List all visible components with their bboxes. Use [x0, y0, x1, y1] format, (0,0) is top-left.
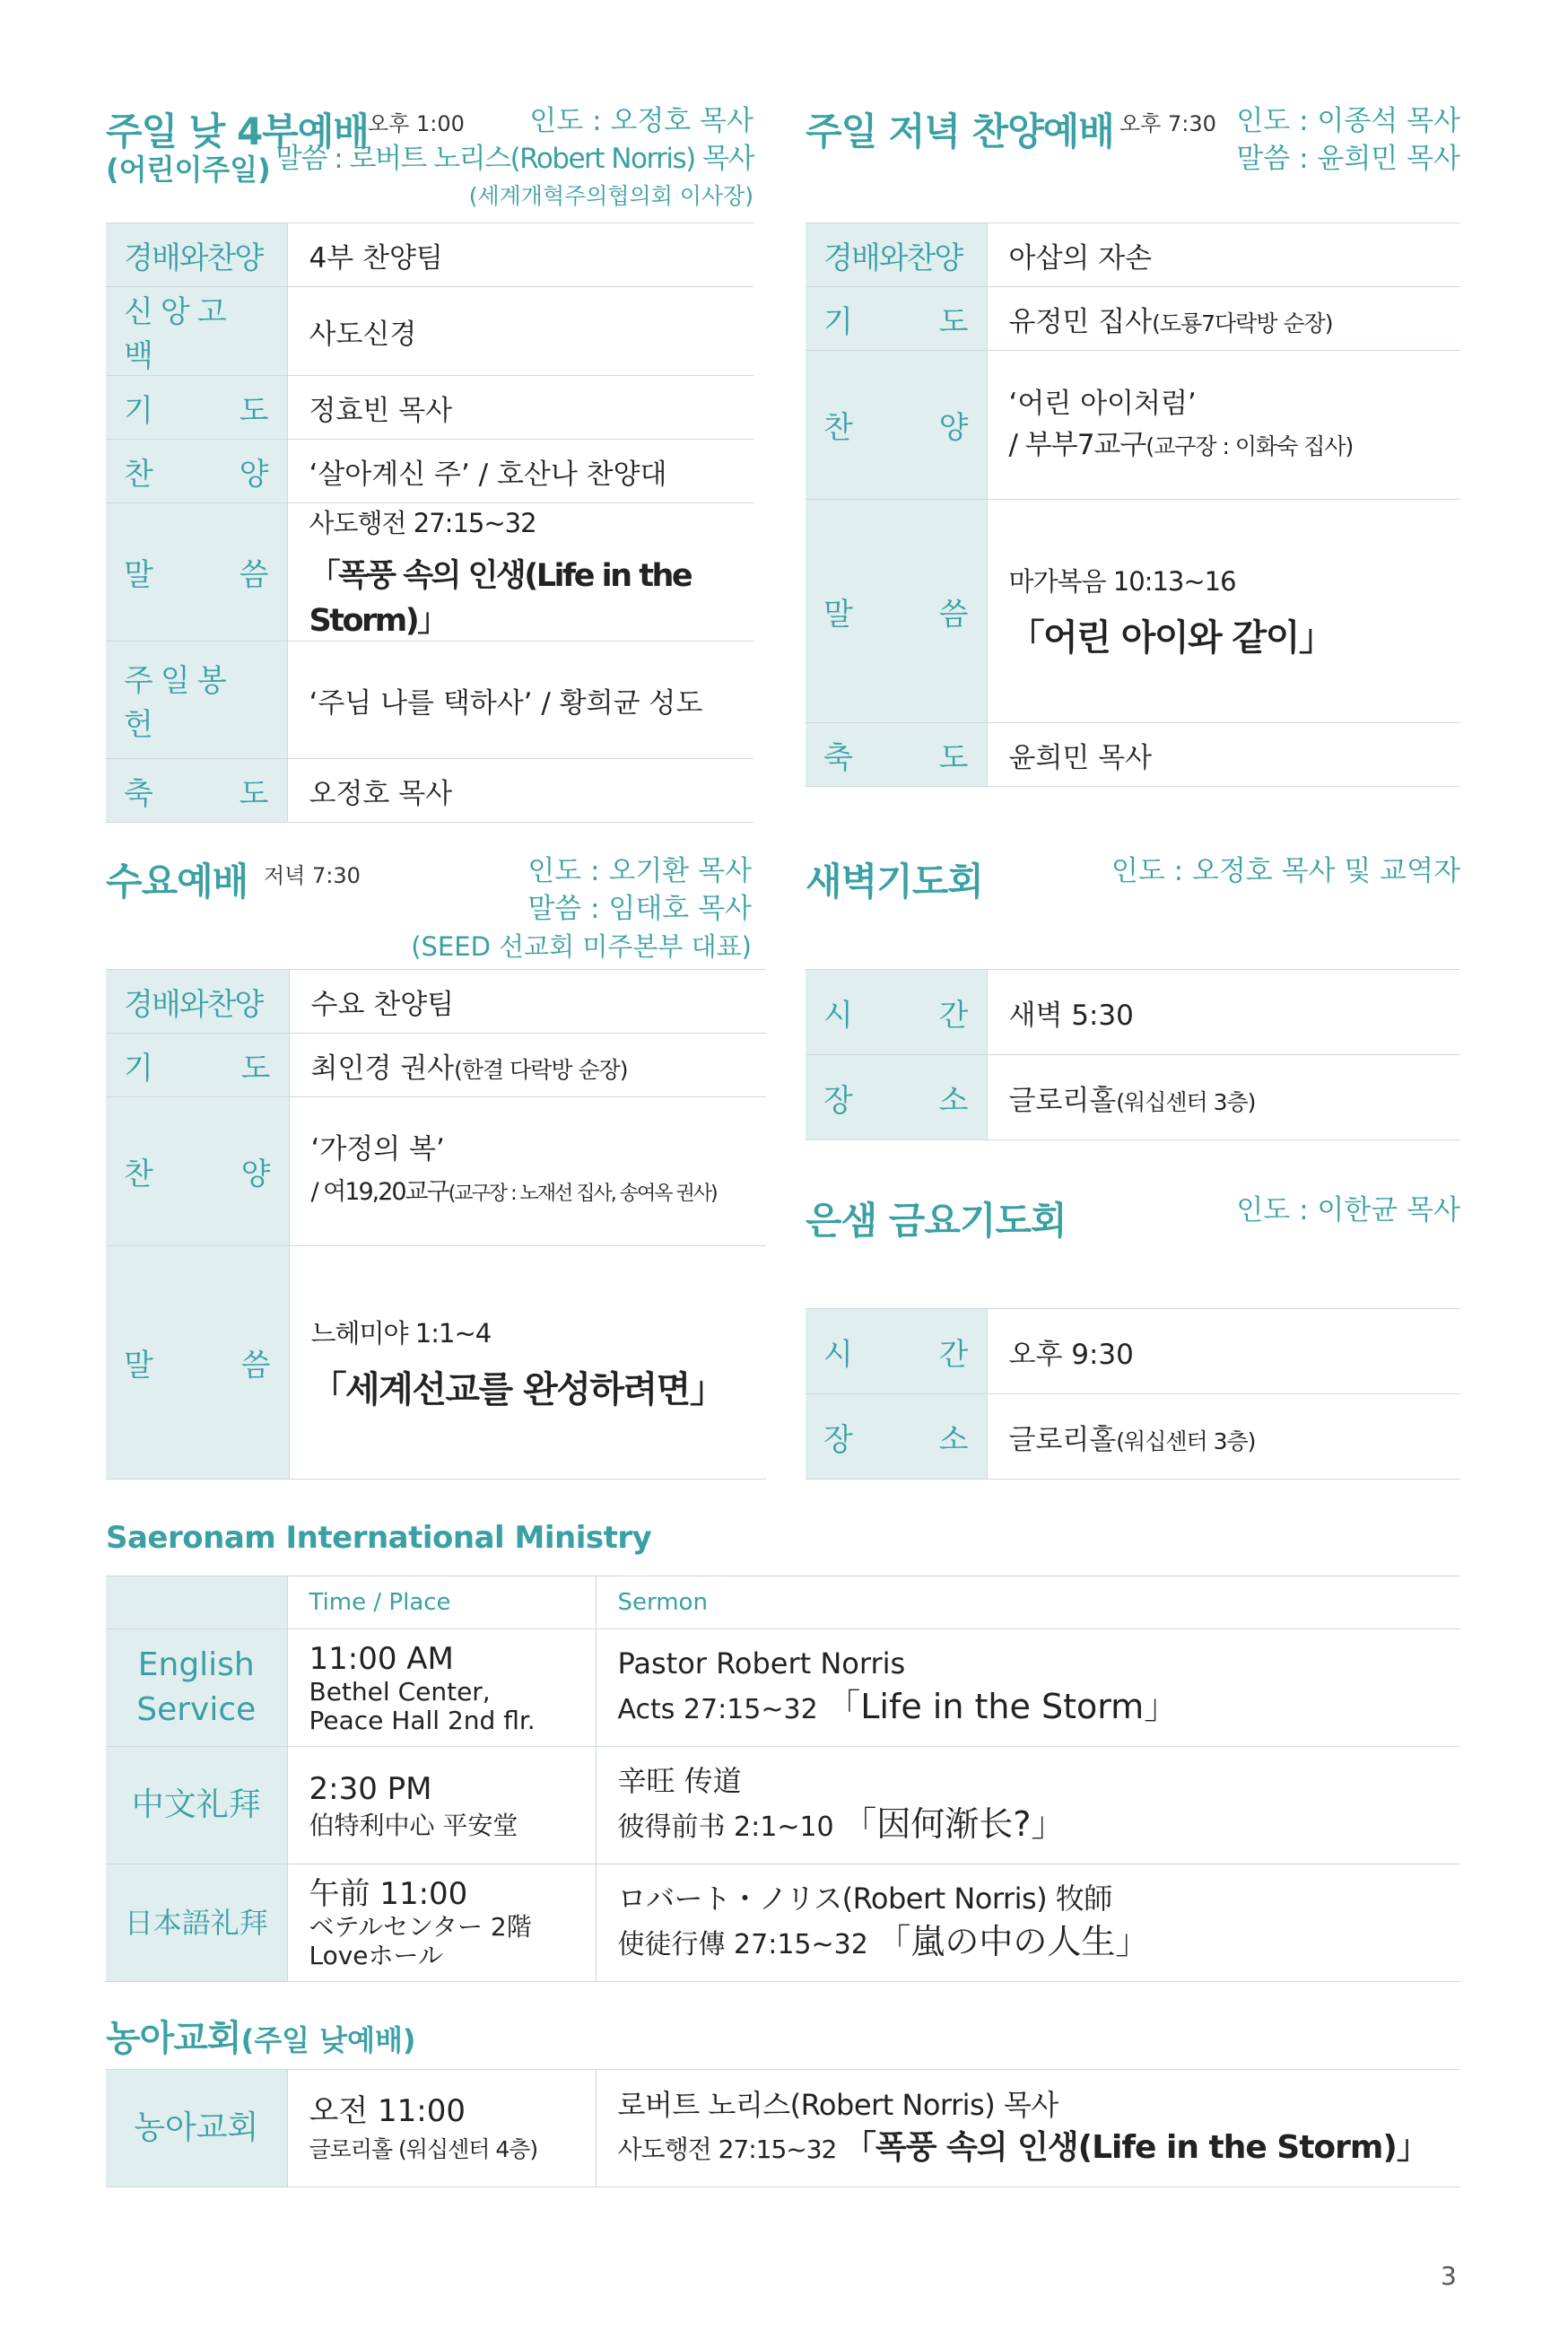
sermon-cell — [289, 1246, 766, 1480]
table-row — [106, 1629, 1460, 1747]
row-label: 찬 양 — [823, 410, 969, 446]
wednesday-title: 수요예배 — [106, 860, 248, 904]
row-value: ‘가정의 복’ / 여19,20교구(교구장 : 노재선 집사, 송여옥 권사) — [289, 1097, 766, 1246]
table-row — [806, 1394, 1460, 1480]
row-label: English Service — [106, 1629, 287, 1747]
row-value: 오후 9:30 — [987, 1309, 1460, 1394]
friday-prayer-title: 은샘 금요기도회 — [806, 1199, 1067, 1243]
sunday-evening-order-table — [806, 223, 1460, 787]
table-row — [106, 2070, 1460, 2187]
sunday-evening-leader: 인도 : 이종석 목사 — [1236, 105, 1460, 137]
dawn-prayer-header — [806, 847, 1460, 910]
row-label: 찬 양 — [124, 1157, 271, 1192]
sermon-reference: 마가복음 10:13~16 — [1008, 566, 1236, 597]
table-row — [106, 1034, 766, 1097]
sermon-title: 「폭풍 속의 인생(Life in the Storm)」 — [309, 558, 692, 639]
row-label: 기 도 — [124, 392, 269, 429]
sunday-evening-title: 주일 저녁 찬양예배 — [806, 109, 1114, 153]
sunday-4th-leader: 인도 : 오정호 목사 — [529, 105, 754, 137]
row-value: 글로리홀(워십센터 3층) — [987, 1394, 1460, 1480]
table-row — [806, 970, 1460, 1055]
row-value: ‘살아계신 주’ / 호산나 찬양대 — [287, 440, 754, 503]
sermon-title: 「어린 아이와 같이」 — [1008, 617, 1334, 659]
table-row — [106, 1246, 766, 1480]
sunday-evening-time: 오후 7:30 — [1119, 111, 1216, 136]
sermon-cell: 로버트 노리스(Robert Norris) 목사 사도행전 27:15~32 「폭풍 속의 인생(Life in the Storm)」 — [596, 2070, 1460, 2187]
sermon-title: 「세계선교를 완성하려면」 — [310, 1368, 725, 1410]
sunday-4th-title: 주일 낮 4부예배 — [106, 109, 369, 153]
deaf-church-title-note: (주일 낮예배) — [240, 2023, 416, 2057]
row-label: 찬 양 — [124, 456, 269, 493]
table-row — [106, 440, 754, 503]
row-label: 장 소 — [823, 1421, 969, 1458]
sunday-4th-header — [106, 97, 754, 214]
row-label: 시 간 — [823, 1336, 969, 1373]
time-place-cell: 2:30 PM 伯特利中心 平安堂 — [287, 1747, 596, 1864]
table-row — [106, 1747, 1460, 1864]
row-label: 日本語礼拜 — [106, 1864, 287, 1982]
row-value: 4부 찬양팀 — [287, 223, 754, 287]
row-label: 말 씀 — [823, 596, 969, 633]
sermon-cell: Pastor Robert Norris Acts 27:15~32 「Life in the Storm」 — [596, 1629, 1460, 1747]
table-row — [806, 1309, 1460, 1394]
sermon-reference: 느헤미야 1:1~4 — [310, 1317, 492, 1349]
wednesday-order-table — [106, 969, 766, 1480]
row-label: 경배와찬양 — [106, 223, 287, 287]
table-row — [806, 351, 1460, 500]
dawn-prayer-title: 새벽기도회 — [806, 860, 983, 904]
deaf-church-table — [106, 2069, 1460, 2187]
sunday-4th-order-table — [106, 223, 754, 823]
row-label: 기 도 — [823, 303, 969, 340]
dawn-prayer-table — [806, 969, 1460, 1140]
sunday-4th-preacher: 말씀 : 로버트 노리스(Robert Norris) 목사 — [275, 143, 754, 175]
row-label: 경배와찬양 — [106, 970, 289, 1034]
wednesday-header — [106, 847, 766, 964]
row-label: 말 씀 — [124, 557, 269, 593]
sermon-cell — [987, 500, 1460, 723]
friday-prayer-leader: 인도 : 이한균 목사 — [1236, 1194, 1460, 1227]
sermon-cell: ロバート・ノリス(Robert Norris) 牧師 使徒行傳 27:15~32 「嵐の中の人生」 — [596, 1864, 1460, 1982]
table-row — [106, 970, 766, 1034]
row-value: 유정민 집사(도룡7다락방 순장) — [987, 287, 1460, 351]
row-label: 축 도 — [823, 739, 969, 776]
row-label: 신앙고백 — [106, 287, 287, 376]
wednesday-time: 저녁 7:30 — [264, 863, 361, 888]
sermon-cell: 辛旺 传道 彼得前书 2:1~10 「因何渐长?」 — [596, 1747, 1460, 1864]
row-label: 中文礼拜 — [106, 1747, 287, 1864]
column-header-time: Time / Place — [287, 1576, 596, 1629]
table-row — [806, 287, 1460, 351]
table-row — [106, 1097, 766, 1246]
time-place-cell: 午前 11:00 ベテルセンター 2階 Loveホール — [287, 1864, 596, 1982]
row-label: 주일봉헌 — [106, 642, 287, 759]
column-header-sermon: Sermon — [596, 1576, 1460, 1629]
row-label: 기 도 — [124, 1050, 271, 1087]
row-value: 윤희민 목사 — [987, 723, 1460, 787]
table-header-row — [106, 1576, 1460, 1629]
row-value: ‘주님 나를 택하사’ / 황희균 성도 — [287, 642, 754, 759]
sunday-4th-preacher-note: (세계개혁주의협의회 이사장) — [468, 183, 754, 209]
row-label: 축 도 — [124, 775, 269, 812]
row-label: 장 소 — [823, 1082, 969, 1119]
table-row — [106, 287, 754, 376]
row-value: 사도신경 — [287, 287, 754, 376]
ministry-title: Saeronam International Ministry — [106, 1520, 652, 1556]
table-row — [806, 500, 1460, 723]
time-place-cell: 11:00 AM Bethel Center, Peace Hall 2nd flr. — [287, 1629, 596, 1747]
table-row — [806, 1055, 1460, 1140]
table-row — [106, 759, 754, 823]
row-value: ‘어린 아이처럼’ / 부부7교구(교구장 : 이화숙 집사) — [987, 351, 1460, 500]
deaf-church-title: 농아교회 — [106, 2018, 241, 2059]
table-row — [806, 223, 1460, 287]
row-value: 수요 찬양팀 — [289, 970, 766, 1034]
sunday-4th-time: 오후 1:00 — [368, 111, 465, 136]
sunday-evening-header — [806, 97, 1460, 187]
row-value: 아삽의 자손 — [987, 223, 1460, 287]
wednesday-leader: 인도 : 오기환 목사 — [527, 855, 752, 887]
table-row — [806, 723, 1460, 787]
sermon-reference: 사도행전 27:15~32 — [309, 508, 536, 538]
table-row — [106, 503, 754, 642]
row-label: 농아교회 — [106, 2070, 287, 2187]
wednesday-preacher: 말씀 : 임태호 목사 — [527, 893, 752, 925]
sunday-4th-subtitle: (어린이주일) — [106, 153, 271, 187]
row-value: 정효빈 목사 — [287, 376, 754, 440]
table-row — [106, 642, 754, 759]
dawn-prayer-leader: 인도 : 오정호 목사 및 교역자 — [1111, 855, 1460, 887]
row-label: 말 씀 — [124, 1348, 271, 1384]
table-row — [106, 223, 754, 287]
table-row — [106, 376, 754, 440]
friday-prayer-header — [806, 1186, 1460, 1249]
row-value: 새벽 5:30 — [987, 970, 1460, 1055]
time-place-cell: 오전 11:00 글로리홀 (워십센터 4층) — [287, 2070, 596, 2187]
row-label: 시 간 — [823, 997, 969, 1034]
deaf-church-header — [106, 2010, 416, 2061]
page-number: 3 — [1441, 2261, 1457, 2291]
friday-prayer-table — [806, 1308, 1460, 1480]
row-value: 최인경 권사(한결 다락방 순장) — [289, 1034, 766, 1097]
ministry-table — [106, 1576, 1460, 1982]
table-row — [106, 1864, 1460, 1982]
row-value: 오정호 목사 — [287, 759, 754, 823]
sunday-evening-preacher: 말씀 : 윤희민 목사 — [1236, 143, 1460, 175]
row-value: 글로리홀(워십센터 3층) — [987, 1055, 1460, 1140]
wednesday-preacher-note: (SEED 선교회 미주본부 대표) — [411, 931, 752, 962]
sermon-cell — [287, 503, 754, 642]
row-label: 경배와찬양 — [806, 223, 987, 287]
